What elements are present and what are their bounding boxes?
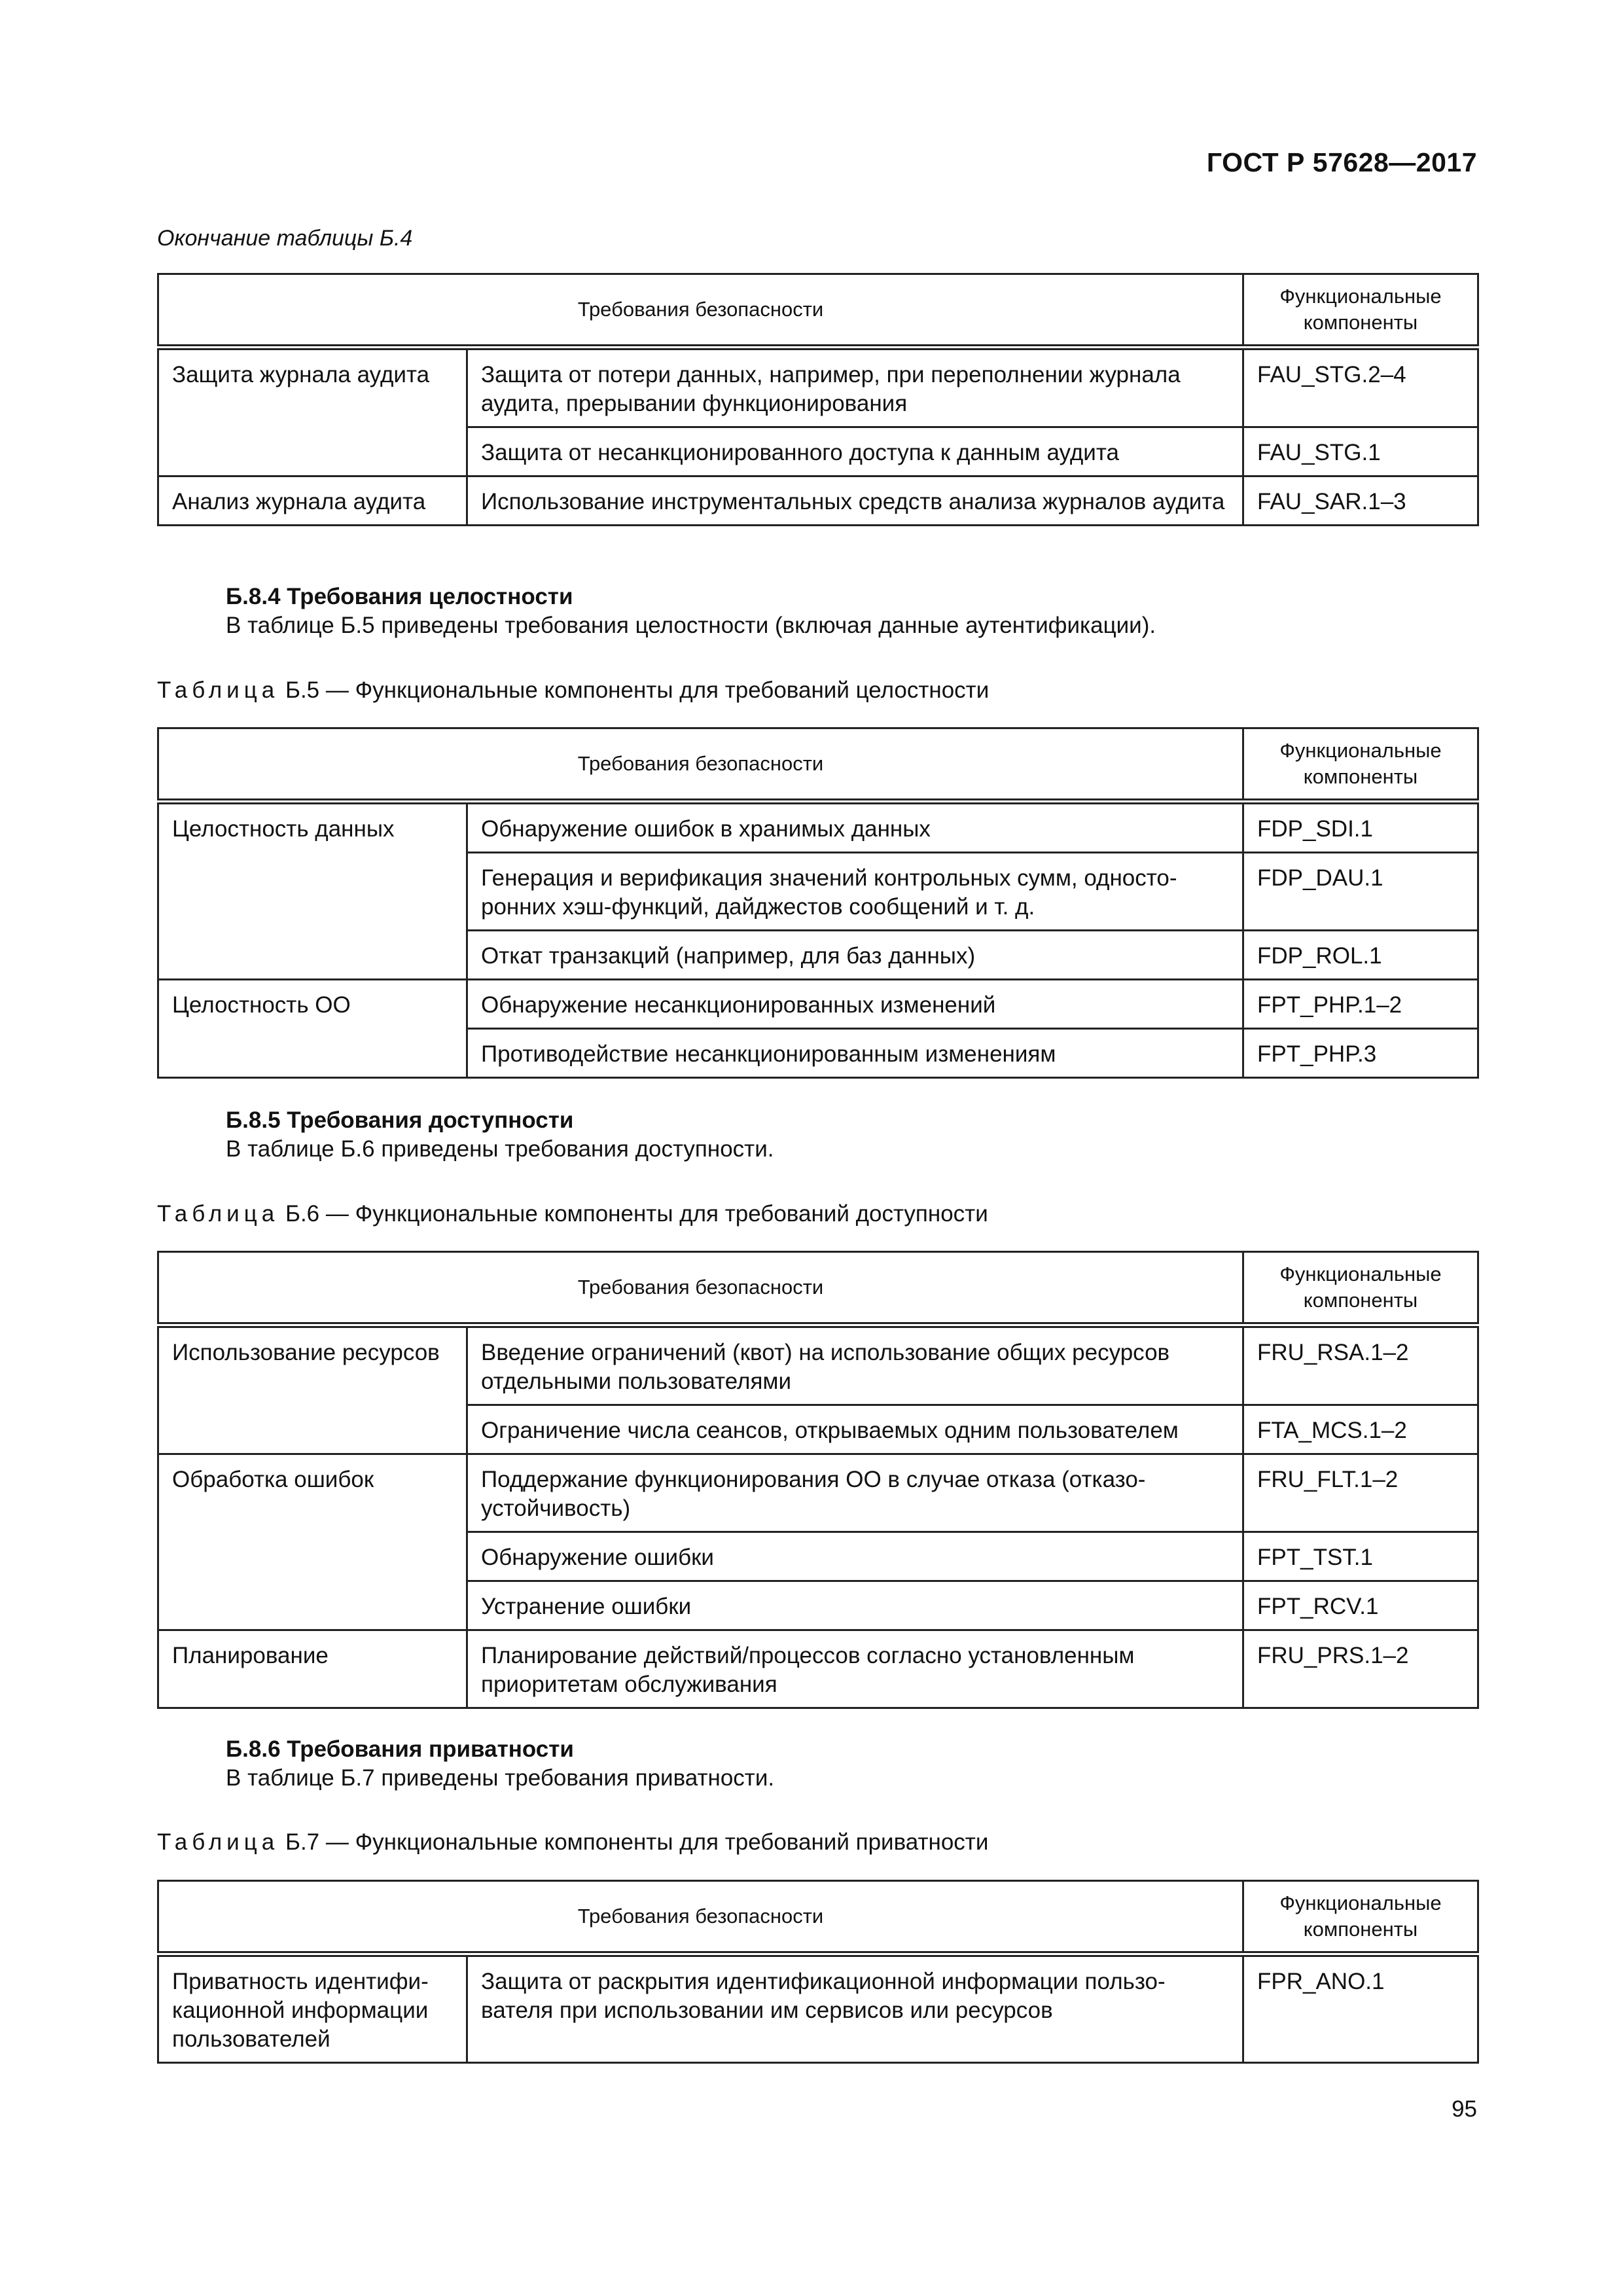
table-requirement-cell: Устранение ошибки xyxy=(467,1581,1243,1630)
table-b5-caption-text: Б.5 — Функциональные компоненты для требований целостности xyxy=(285,677,990,703)
section-b85-text: В таблице Б.6 приведены требования доступности. xyxy=(226,1136,774,1162)
table-b6 xyxy=(157,1251,1479,1709)
table-b4 xyxy=(157,273,1479,526)
section-b84-heading: Б.8.4 Требования целостности xyxy=(226,584,573,609)
table-requirement-cell: Обнаружение ошибки xyxy=(467,1532,1243,1581)
table-requirement-cell: Введение ограничений (квот) на использование общих ресурсов отдельными пользователями xyxy=(467,1325,1243,1405)
table-component-cell: FRU_RSA.1–2 xyxy=(1243,1325,1478,1405)
table-b7 xyxy=(157,1880,1479,2064)
table-group-cell: Обработка ошибок xyxy=(158,1454,467,1630)
table-component-cell: FDP_SDI.1 xyxy=(1243,802,1478,853)
table-b5 xyxy=(157,727,1479,1079)
table-row xyxy=(158,348,1478,427)
table-b6-caption-text: Б.6 — Функциональные компоненты для требований доступности xyxy=(285,1201,988,1227)
table-row xyxy=(158,1325,1478,1405)
table-requirement-cell: Защита от несанкционированного доступа к данным аудита xyxy=(467,427,1243,476)
table-component-cell: FPT_RCV.1 xyxy=(1243,1581,1478,1630)
page-number: 95 xyxy=(1452,2096,1477,2122)
section-b85-heading: Б.8.5 Требования доступности xyxy=(226,1107,574,1133)
table-requirement-cell: Ограничение числа сеансов, открываемых одним пользователем xyxy=(467,1405,1243,1454)
table-requirement-cell: Защита от потери данных, например, при переполнении журнала аудита, прерывании функционирования xyxy=(467,348,1243,427)
table-b4-header-components: Функциональные компоненты xyxy=(1243,274,1478,348)
table-component-cell: FAU_SAR.1–3 xyxy=(1243,476,1478,526)
table-b6-caption xyxy=(157,1201,988,1227)
table-row xyxy=(158,1630,1478,1708)
section-b86-heading: Б.8.6 Требования приватности xyxy=(226,1736,574,1762)
table-b5-header-components: Функциональные компоненты xyxy=(1243,728,1478,802)
table-requirement-cell: Генерация и верификация значений контрольных сумм, односторонних хэш-функций, дайджестов сообщений и т. д. xyxy=(467,853,1243,931)
table-component-cell: FPT_PHP.1–2 xyxy=(1243,980,1478,1029)
table-group-cell: Целостность данных xyxy=(158,802,467,980)
table-requirement-cell: Поддержание функционирования ОО в случае отказа (отказоустойчивость) xyxy=(467,1454,1243,1532)
table-requirement-cell: Защита от раскрытия идентификационной информации пользователя при использовании им сервисов или ресурсов xyxy=(467,1954,1243,2063)
section-b86-text: В таблице Б.7 приведены требования приватности. xyxy=(226,1765,775,1791)
table-b7-header-components: Функциональные компоненты xyxy=(1243,1881,1478,1954)
table-requirement-cell: Обнаружение несанкционированных изменений xyxy=(467,980,1243,1029)
table-component-cell: FRU_FLT.1–2 xyxy=(1243,1454,1478,1532)
table-component-cell: FPR_ANO.1 xyxy=(1243,1954,1478,2063)
table-requirement-cell: Противодействие несанкционированным изменениям xyxy=(467,1029,1243,1078)
document-number: ГОСТ Р 57628—2017 xyxy=(1206,147,1477,177)
table-component-cell: FTA_MCS.1–2 xyxy=(1243,1405,1478,1454)
table-row xyxy=(158,802,1478,853)
table-group-cell: Планирование xyxy=(158,1630,467,1708)
table-component-cell: FPT_TST.1 xyxy=(1243,1532,1478,1581)
table-requirement-cell: Откат транзакций (например, для баз данных) xyxy=(467,931,1243,980)
table-b7-caption-text: Б.7 — Функциональные компоненты для требований приватности xyxy=(285,1829,989,1855)
table-row xyxy=(158,476,1478,526)
table-b6-caption-label: Таблица xyxy=(157,1201,279,1227)
table-row xyxy=(158,1954,1478,2063)
table-row xyxy=(158,980,1478,1029)
table-b6-header-requirements: Требования безопасности xyxy=(158,1252,1243,1325)
table-group-cell: Использование ресурсов xyxy=(158,1325,467,1454)
table-group-cell: Приватность идентификационной информации пользователей xyxy=(158,1954,467,2063)
table-b7-caption-label: Таблица xyxy=(157,1829,279,1855)
table-b4-header-requirements: Требования безопасности xyxy=(158,274,1243,348)
table-component-cell: FDP_ROL.1 xyxy=(1243,931,1478,980)
table-group-cell: Защита журнала аудита xyxy=(158,348,467,476)
table-b6-header-components: Функциональные компоненты xyxy=(1243,1252,1478,1325)
table-component-cell: FDP_DAU.1 xyxy=(1243,853,1478,931)
table-b5-caption xyxy=(157,677,989,704)
table-b5-caption-label: Таблица xyxy=(157,677,279,703)
table-b5-header-requirements: Требования безопасности xyxy=(158,728,1243,802)
table-component-cell: FPT_PHP.3 xyxy=(1243,1029,1478,1078)
table-group-cell: Анализ журнала аудита xyxy=(158,476,467,526)
table-row xyxy=(158,1454,1478,1532)
table-requirement-cell: Использование инструментальных средств анализа журналов аудита xyxy=(467,476,1243,526)
section-b84-text: В таблице Б.5 приведены требования целостности (включая данные аутентификации). xyxy=(226,613,1156,638)
table-component-cell: FAU_STG.1 xyxy=(1243,427,1478,476)
table-b7-header-requirements: Требования безопасности xyxy=(158,1881,1243,1954)
table-component-cell: FAU_STG.2–4 xyxy=(1243,348,1478,427)
table-requirement-cell: Обнаружение ошибок в хранимых данных xyxy=(467,802,1243,853)
table-requirement-cell: Планирование действий/процессов согласно установленным приоритетам обслуживания xyxy=(467,1630,1243,1708)
table-component-cell: FRU_PRS.1–2 xyxy=(1243,1630,1478,1708)
table-group-cell: Целостность ОО xyxy=(158,980,467,1078)
table-b7-caption xyxy=(157,1829,988,1856)
table-b4-continuation-caption: Окончание таблицы Б.4 xyxy=(157,226,413,251)
